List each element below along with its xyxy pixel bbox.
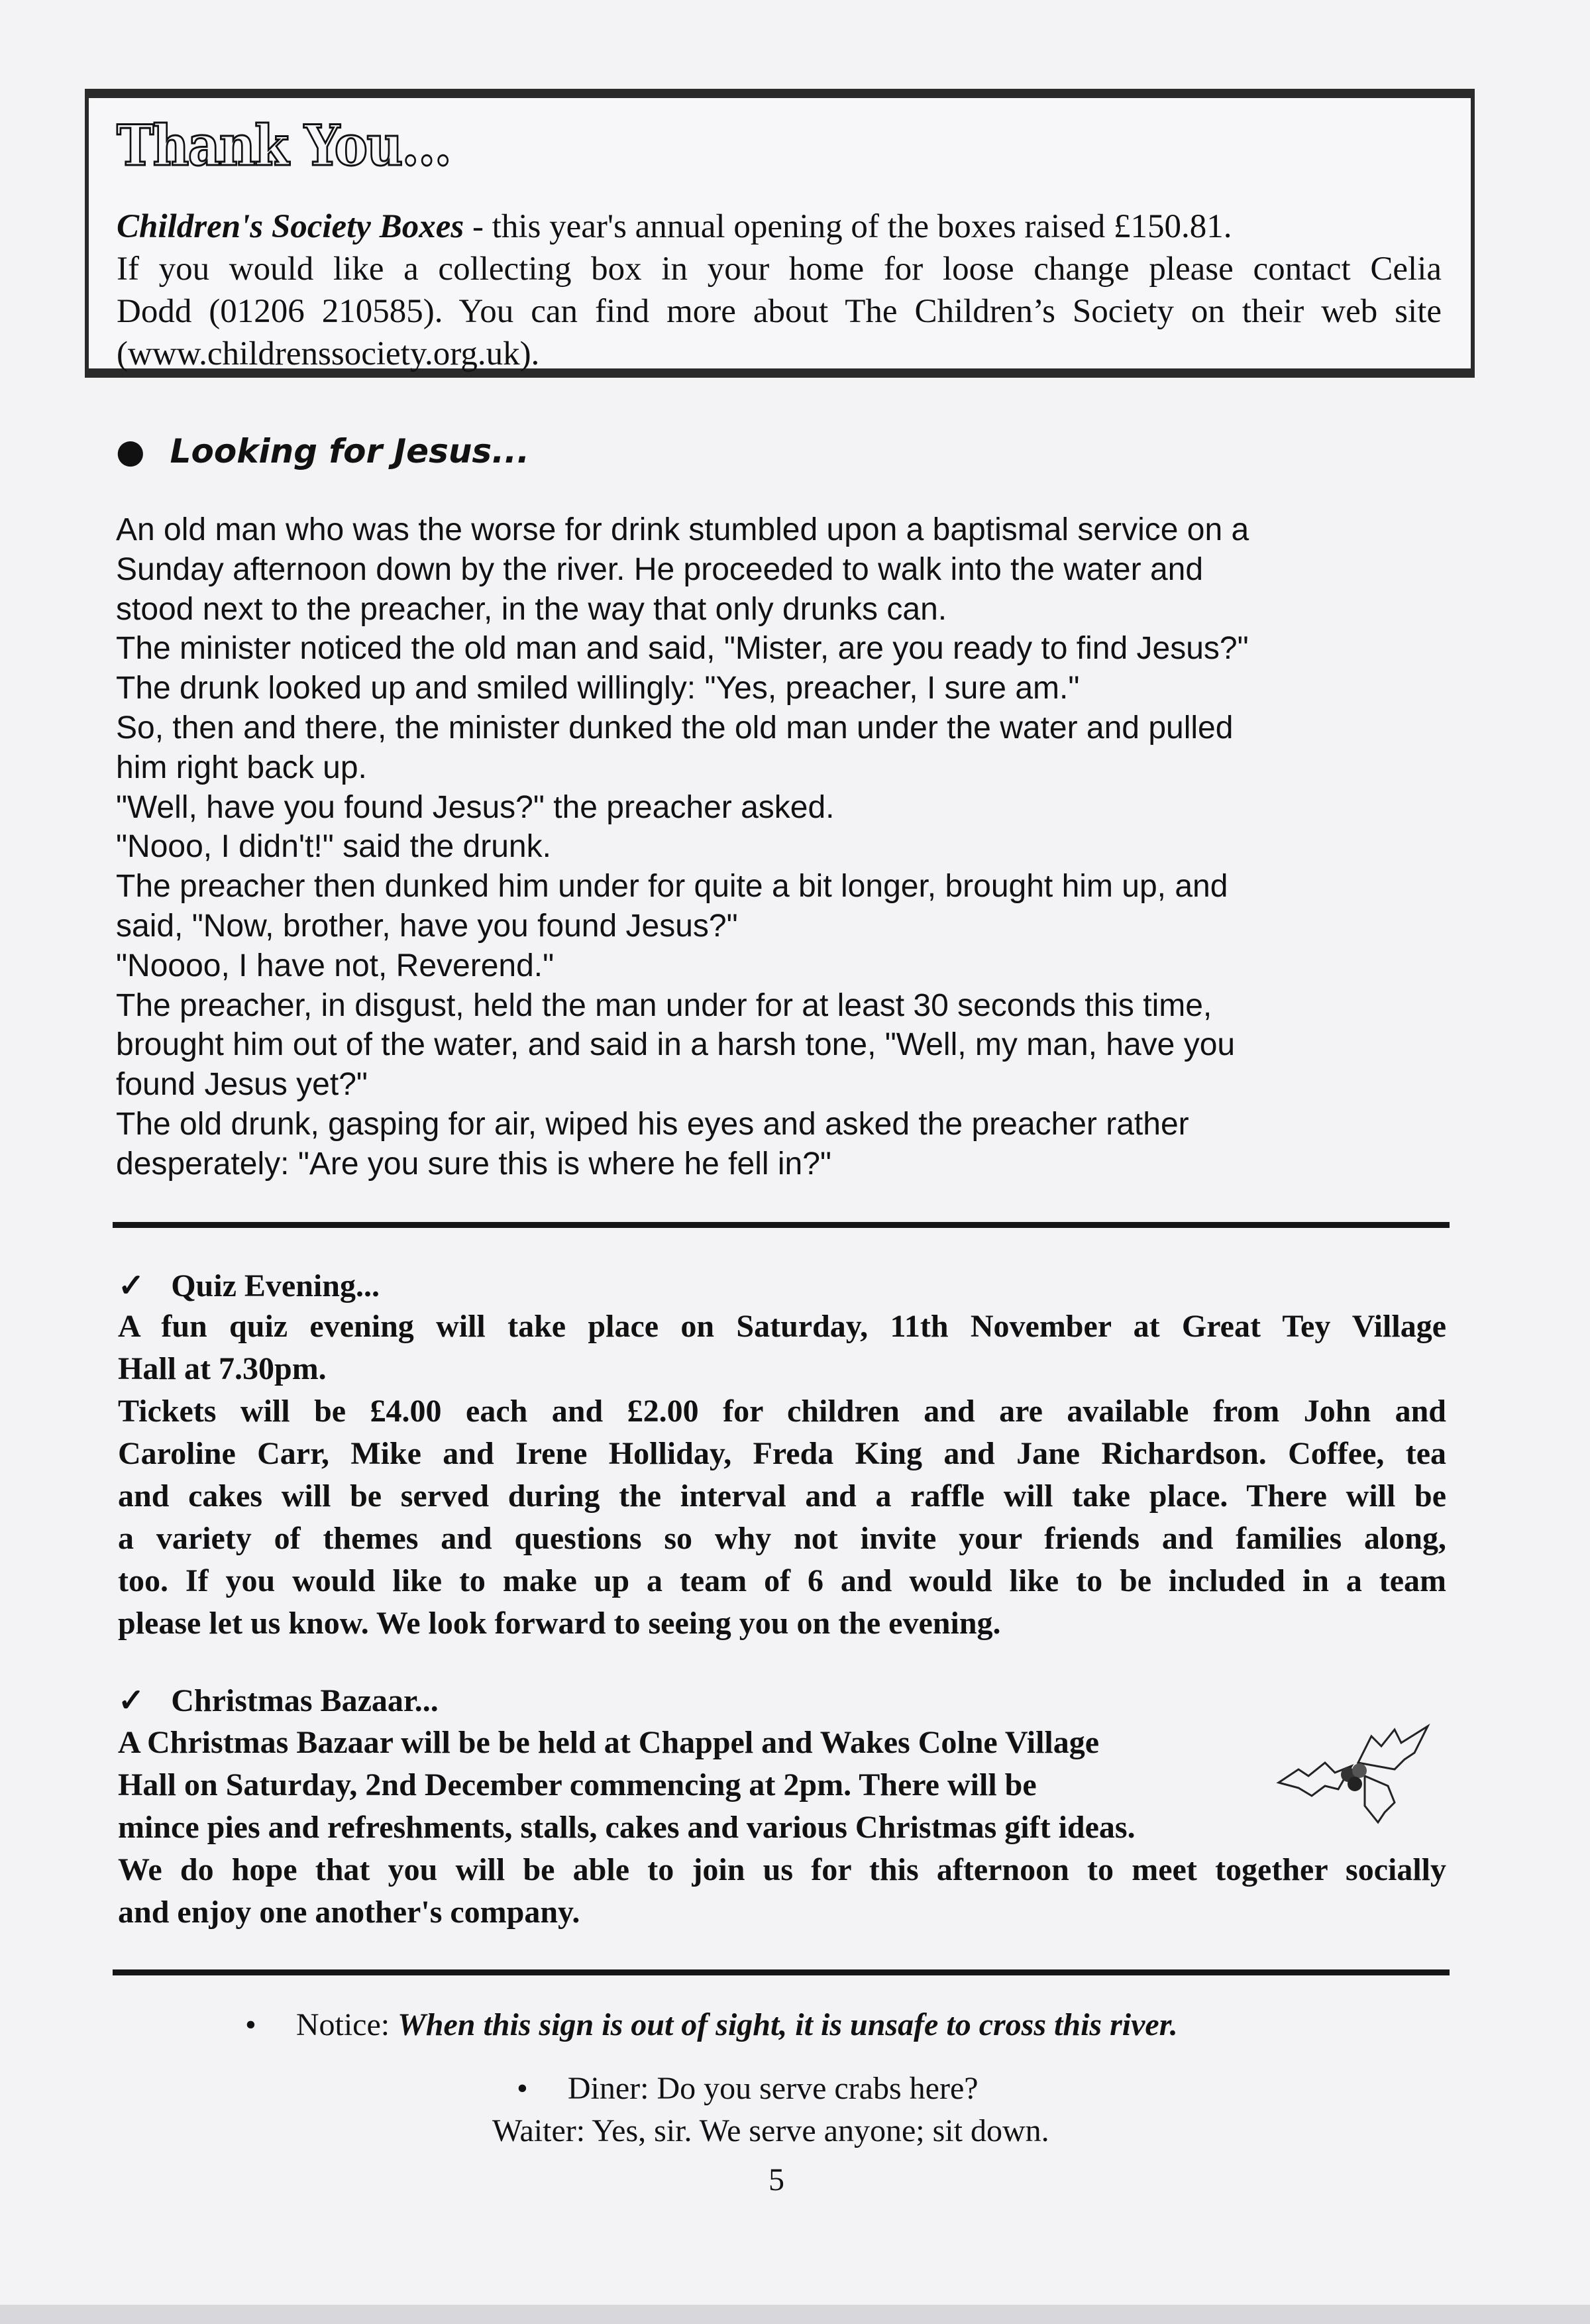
text-line: So, then and there, the minister dunked the old man under the water and pulled [116, 710, 1234, 746]
box-line-text: - this year's annual opening of the boxes raised £150.81. [464, 208, 1232, 245]
heading-text: Christmas Bazaar... [171, 1683, 439, 1718]
christmas-bazaar-heading [118, 1682, 439, 1719]
text-line: a variety of themes and questions so why not invite your friends and families along, [118, 1521, 1446, 1556]
childrens-society-boxes-label: Children's Society Boxes [117, 208, 464, 245]
scan-edge [0, 2305, 1590, 2324]
christmas-bazaar-body [118, 1722, 1446, 1934]
text-line: Hall at 7.30pm. [118, 1351, 327, 1386]
text-line: A fun quiz evening will take place on Saturday, 11th November at Great Tey Village [118, 1309, 1446, 1344]
divider [113, 1222, 1450, 1228]
text-line: too. If you would like to make up a team of 6 and would like to be included in a team [118, 1563, 1446, 1598]
text-line: Tickets will be £4.00 each and £2.00 for children and are available from John and [118, 1394, 1446, 1429]
text-line: brought him out of the water, and said in a harsh tone, "Well, my man, have you [116, 1027, 1236, 1063]
notice-text: When this sign is out of sight, it is unsafe to cross this river. [398, 2007, 1178, 2042]
text-line: "Nooo, I didn't!" said the drunk. [116, 829, 551, 865]
text-line: found Jesus yet?" [116, 1067, 368, 1103]
text-line: mince pies and refreshments, stalls, cakes and various Christmas gift ideas. [118, 1810, 1136, 1845]
check-icon: ✓ [118, 1268, 145, 1303]
text-line: We do hope that you will be able to join us for this afternoon to meet together socially [118, 1852, 1446, 1887]
holly-icon [1272, 1723, 1438, 1829]
text-line: said, "Now, brother, have you found Jesus?" [116, 908, 738, 944]
box-line-0 [117, 205, 1442, 248]
text-line: The preacher, in disgust, held the man under for at least 30 seconds this time, [116, 987, 1212, 1023]
text-line: An old man who was the worse for drink stumbled upon a baptismal service on a [116, 512, 1249, 547]
box-line-2: Dodd (01206 210585). You can find more about The Children’s Society on their web site [117, 293, 1442, 330]
heading-text: Looking for Jesus... [170, 432, 530, 470]
thank-you-box [85, 89, 1475, 378]
diner-line: Diner: Do you serve crabs here? [567, 2071, 979, 2106]
text-line: stood next to the preacher, in the way that only drunks can. [116, 591, 947, 627]
divider [113, 1969, 1450, 1975]
text-line: The old drunk, gasping for air, wiped his eyes and asked the preacher rather [116, 1106, 1189, 1142]
text-line: The preacher then dunked him under for quite a bit longer, brought him up, and [116, 869, 1228, 905]
text-line: "Well, have you found Jesus?" the preacher asked. [116, 789, 835, 825]
box-line-3: (www.childrenssociety.org.uk). [117, 335, 540, 372]
text-line: him right back up. [116, 749, 367, 785]
looking-for-jesus-heading [116, 432, 529, 470]
text-line: desperately: "Are you sure this is where he fell in?" [116, 1146, 831, 1182]
thank-you-body [117, 205, 1442, 375]
quiz-heading [118, 1267, 380, 1304]
notice-joke [245, 2007, 1178, 2043]
text-line: A Christmas Bazaar will be be held at Chappel and Wakes Colne Village [118, 1725, 1100, 1760]
diner-joke [517, 2070, 979, 2107]
text-line: The minister noticed the old man and said, "Mister, are you ready to find Jesus?" [116, 631, 1249, 667]
heading-text: Quiz Evening... [171, 1268, 380, 1303]
thank-you-title: Thank You... [117, 113, 451, 178]
text-line: Caroline Carr, Mike and Irene Holliday, Freda King and Jane Richardson. Coffee, tea [118, 1436, 1446, 1471]
check-icon: ✓ [118, 1683, 145, 1718]
bullet-icon: • [517, 2071, 528, 2106]
page-number: 5 [768, 2162, 784, 2197]
jesus-story [116, 510, 1448, 1184]
text-line: and enjoy one another's company. [118, 1895, 580, 1930]
notice-label: Notice: [295, 2007, 398, 2042]
text-line: "Noooo, I have not, Reverend." [116, 948, 555, 983]
text-line: and cakes will be served during the interval and a raffle will take place. There will be [118, 1478, 1446, 1514]
box-line-1: If you would like a collecting box in your home for loose change please contact Celia [117, 250, 1442, 288]
bullet-icon: • [245, 2007, 256, 2042]
waiter-line: Waiter: Yes, sir. We serve anyone; sit down. [492, 2113, 1049, 2148]
text-line: Hall on Saturday, 2nd December commencing at 2pm. There will be [118, 1767, 1037, 1802]
text-line: please let us know. We look forward to seeing you on the evening. [118, 1606, 1001, 1641]
text-line: Sunday afternoon down by the river. He proceeded to walk into the water and [116, 551, 1204, 587]
text-line: The drunk looked up and smiled willingly: "Yes, preacher, I sure am." [116, 671, 1080, 706]
quiz-body [118, 1305, 1446, 1645]
bullet-icon: ● [116, 432, 145, 470]
